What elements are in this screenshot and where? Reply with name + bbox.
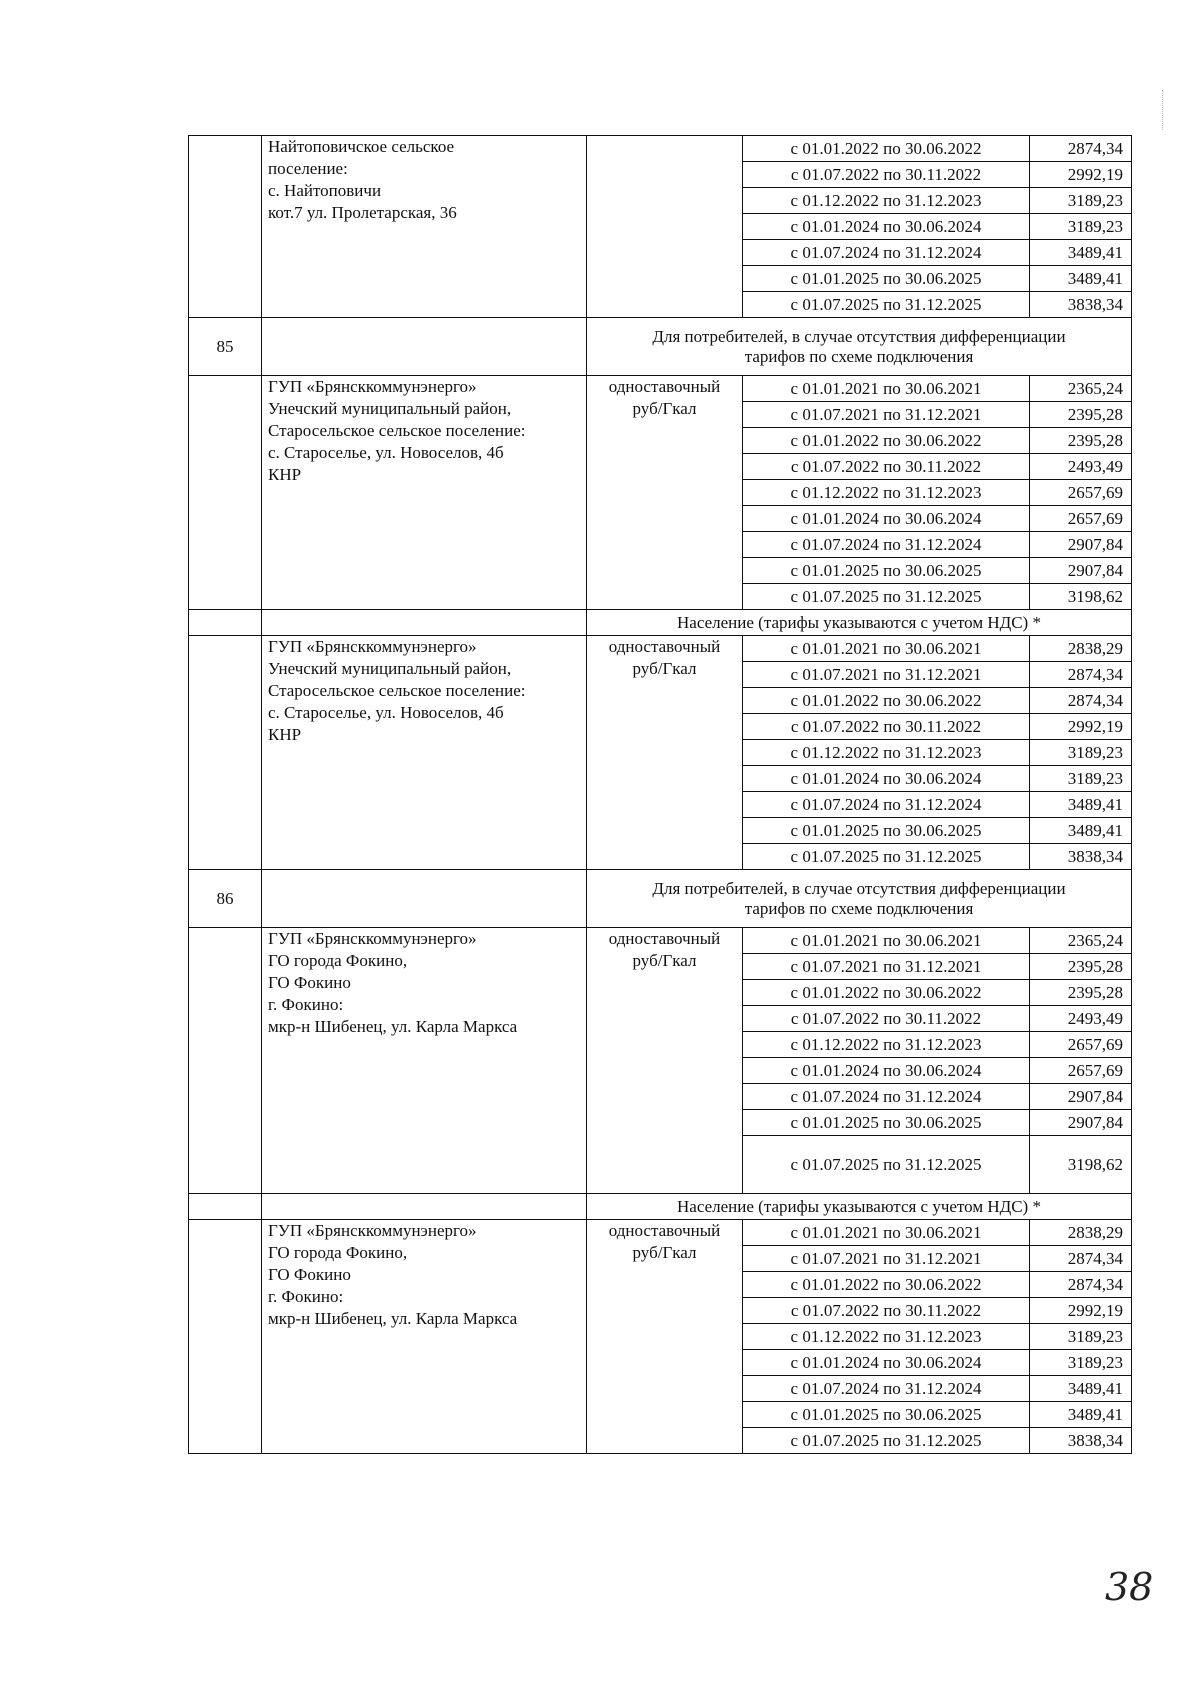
item-number: 86 — [189, 870, 262, 928]
address-line: мкр-н Шибенец, ул. Карла Маркса — [268, 1017, 518, 1036]
tariff-type-line: одноставочный — [608, 929, 721, 948]
address-line: Старосельское сельское поселение: — [268, 421, 526, 440]
tariff-period: с 01.07.2025 по 31.12.2025 — [743, 292, 1030, 318]
tariff-row — [189, 636, 1132, 662]
tariff-period: с 01.07.2021 по 31.12.2021 — [743, 402, 1030, 428]
empty-cell — [262, 1194, 587, 1220]
tariff-value: 2395,28 — [1030, 980, 1132, 1006]
section-banner — [587, 1194, 1132, 1220]
tariff-value: 3189,23 — [1030, 1324, 1132, 1350]
tariff-value: 2657,69 — [1030, 506, 1132, 532]
tariff-value: 2992,19 — [1030, 1298, 1132, 1324]
section-banner-row — [189, 318, 1132, 376]
tariff-row — [189, 376, 1132, 402]
address-line: г. Фокино: — [268, 995, 344, 1014]
page-number: 38 — [1105, 1565, 1154, 1609]
tariff-value: 3189,23 — [1030, 766, 1132, 792]
tariff-value: 2992,19 — [1030, 714, 1132, 740]
address-line: кот.7 ул. Пролетарская, 36 — [268, 203, 457, 222]
empty-cell — [262, 610, 587, 636]
tariff-period: с 01.07.2025 по 31.12.2025 — [743, 844, 1030, 870]
tariff-period: с 01.07.2025 по 31.12.2025 — [743, 584, 1030, 610]
tariff-value: 3198,62 — [1030, 584, 1132, 610]
tariff-period: с 01.07.2022 по 30.11.2022 — [743, 1006, 1030, 1032]
address-line: Старосельское сельское поселение: — [268, 681, 526, 700]
supplier-address — [262, 928, 587, 1194]
section-banner-row — [189, 610, 1132, 636]
tariff-type-line: руб/Гкал — [632, 399, 697, 418]
tariff-value: 3189,23 — [1030, 214, 1132, 240]
address-line: Унечский муниципальный район, — [268, 659, 512, 678]
tariff-value: 2907,84 — [1030, 558, 1132, 584]
tariff-period: с 01.07.2024 по 31.12.2024 — [743, 240, 1030, 266]
tariff-period: с 01.01.2025 по 30.06.2025 — [743, 266, 1030, 292]
supplier-address — [262, 376, 587, 610]
address-line: с. Староселье, ул. Новоселов, 4б — [268, 443, 504, 462]
address-line: ГО города Фокино, — [268, 1243, 408, 1262]
tariff-table — [188, 135, 1132, 1454]
address-line: ГУП «Брянсккоммунэнерго» — [268, 637, 477, 656]
tariff-value: 2907,84 — [1030, 532, 1132, 558]
tariff-period: с 01.07.2021 по 31.12.2021 — [743, 954, 1030, 980]
item-number: 85 — [189, 318, 262, 376]
address-line: ГУП «Брянсккоммунэнерго» — [268, 929, 477, 948]
tariff-value: 3489,41 — [1030, 792, 1132, 818]
item-number-cell — [189, 136, 262, 318]
tariff-period: с 01.01.2021 по 30.06.2021 — [743, 928, 1030, 954]
tariff-value: 3489,41 — [1030, 266, 1132, 292]
tariff-value: 3489,41 — [1030, 240, 1132, 266]
tariff-period: с 01.01.2025 по 30.06.2025 — [743, 1110, 1030, 1136]
tariff-value: 2365,24 — [1030, 376, 1132, 402]
tariff-table-body — [189, 136, 1132, 1454]
section-banner-row — [189, 1194, 1132, 1220]
tariff-period: с 01.07.2024 по 31.12.2024 — [743, 792, 1030, 818]
tariff-type — [587, 1220, 743, 1454]
tariff-type-line: руб/Гкал — [632, 951, 697, 970]
tariff-period: с 01.01.2025 по 30.06.2025 — [743, 558, 1030, 584]
tariff-period: с 01.01.2024 по 30.06.2024 — [743, 766, 1030, 792]
tariff-value: 3489,41 — [1030, 1376, 1132, 1402]
tariff-value: 2838,29 — [1030, 636, 1132, 662]
supplier-address — [262, 1220, 587, 1454]
tariff-period: с 01.07.2021 по 31.12.2021 — [743, 662, 1030, 688]
tariff-value: 3838,34 — [1030, 292, 1132, 318]
address-line: с. Староселье, ул. Новоселов, 4б — [268, 703, 504, 722]
tariff-period: с 01.07.2025 по 31.12.2025 — [743, 1136, 1030, 1194]
tariff-period: с 01.01.2024 по 30.06.2024 — [743, 214, 1030, 240]
empty-cell — [262, 870, 587, 928]
tariff-type-line: руб/Гкал — [632, 1243, 697, 1262]
tariff-period: с 01.07.2025 по 31.12.2025 — [743, 1428, 1030, 1454]
tariff-value: 2874,34 — [1030, 688, 1132, 714]
tariff-row — [189, 928, 1132, 954]
tariff-period: с 01.07.2022 по 30.11.2022 — [743, 454, 1030, 480]
address-line: КНР — [268, 465, 302, 484]
banner-line: Для потребителей, в случае отсутствия дифференциации — [652, 326, 1066, 346]
tariff-period: с 01.12.2022 по 31.12.2023 — [743, 480, 1030, 506]
empty-cell — [262, 318, 587, 376]
tariff-period: с 01.01.2022 по 30.06.2022 — [743, 136, 1030, 162]
tariff-value: 2493,49 — [1030, 1006, 1132, 1032]
tariff-type — [587, 636, 743, 870]
address-line: г. Фокино: — [268, 1287, 344, 1306]
tariff-type — [587, 928, 743, 1194]
tariff-value: 2395,28 — [1030, 954, 1132, 980]
address-line: с. Найтоповичи — [268, 181, 382, 200]
tariff-value: 2838,29 — [1030, 1220, 1132, 1246]
tariff-period: с 01.12.2022 по 31.12.2023 — [743, 1324, 1030, 1350]
address-line: Найтоповичское сельское — [268, 137, 455, 156]
tariff-period: с 01.07.2024 по 31.12.2024 — [743, 1084, 1030, 1110]
banner-line: Население (тарифы указываются с учетом НДС) * — [677, 1196, 1041, 1216]
tariff-value: 2874,34 — [1030, 1272, 1132, 1298]
tariff-value: 3838,34 — [1030, 844, 1132, 870]
banner-line: тарифов по схеме подключения — [744, 898, 974, 918]
banner-line: Население (тарифы указываются с учетом НДС) * — [677, 612, 1041, 632]
tariff-type-line: одноставочный — [608, 637, 721, 656]
tariff-type-line: одноставочный — [608, 377, 721, 396]
tariff-value: 2907,84 — [1030, 1084, 1132, 1110]
tariff-period: с 01.01.2024 по 30.06.2024 — [743, 1058, 1030, 1084]
tariff-value: 2992,19 — [1030, 162, 1132, 188]
scan-artifact — [1162, 90, 1164, 130]
tariff-period: с 01.01.2024 по 30.06.2024 — [743, 506, 1030, 532]
address-line: ГУП «Брянсккоммунэнерго» — [268, 377, 477, 396]
supplier-address — [262, 636, 587, 870]
tariff-value: 2493,49 — [1030, 454, 1132, 480]
tariff-period: с 01.07.2024 по 31.12.2024 — [743, 532, 1030, 558]
address-line: КНР — [268, 725, 302, 744]
tariff-period: с 01.01.2021 по 30.06.2021 — [743, 376, 1030, 402]
tariff-type-line: одноставочный — [608, 1221, 721, 1240]
tariff-value: 3189,23 — [1030, 188, 1132, 214]
tariff-period: с 01.01.2021 по 30.06.2021 — [743, 636, 1030, 662]
tariff-period: с 01.07.2024 по 31.12.2024 — [743, 1376, 1030, 1402]
item-number — [189, 610, 262, 636]
tariff-period: с 01.01.2022 по 30.06.2022 — [743, 980, 1030, 1006]
address-line: мкр-н Шибенец, ул. Карла Маркса — [268, 1309, 518, 1328]
tariff-period: с 01.07.2022 по 30.11.2022 — [743, 714, 1030, 740]
tariff-period: с 01.12.2022 по 31.12.2023 — [743, 188, 1030, 214]
supplier-address — [262, 136, 587, 318]
address-line: ГО города Фокино, — [268, 951, 408, 970]
tariff-value: 2365,24 — [1030, 928, 1132, 954]
tariff-value: 3838,34 — [1030, 1428, 1132, 1454]
tariff-row — [189, 136, 1132, 162]
tariff-period: с 01.12.2022 по 31.12.2023 — [743, 740, 1030, 766]
tariff-value: 3189,23 — [1030, 1350, 1132, 1376]
tariff-type-line: руб/Гкал — [632, 659, 697, 678]
tariff-value: 2874,34 — [1030, 1246, 1132, 1272]
address-line: ГО Фокино — [268, 1265, 351, 1284]
tariff-period: с 01.12.2022 по 31.12.2023 — [743, 1032, 1030, 1058]
tariff-period: с 01.07.2022 по 30.11.2022 — [743, 1298, 1030, 1324]
tariff-period: с 01.07.2022 по 30.11.2022 — [743, 162, 1030, 188]
tariff-period: с 01.01.2025 по 30.06.2025 — [743, 818, 1030, 844]
banner-line: Для потребителей, в случае отсутствия дифференциации — [652, 878, 1066, 898]
tariff-value: 2874,34 — [1030, 136, 1132, 162]
tariff-type — [587, 136, 743, 318]
tariff-period: с 01.01.2022 по 30.06.2022 — [743, 1272, 1030, 1298]
tariff-value: 2907,84 — [1030, 1110, 1132, 1136]
tariff-value: 2657,69 — [1030, 1058, 1132, 1084]
tariff-type — [587, 376, 743, 610]
tariff-row — [189, 1220, 1132, 1246]
banner-line: тарифов по схеме подключения — [744, 346, 974, 366]
tariff-value: 2395,28 — [1030, 428, 1132, 454]
address-line: Унечский муниципальный район, — [268, 399, 512, 418]
item-number-cell — [189, 928, 262, 1194]
tariff-value: 2657,69 — [1030, 480, 1132, 506]
address-line: ГУП «Брянсккоммунэнерго» — [268, 1221, 477, 1240]
tariff-value: 2657,69 — [1030, 1032, 1132, 1058]
section-banner — [587, 318, 1132, 376]
tariff-period: с 01.01.2021 по 30.06.2021 — [743, 1220, 1030, 1246]
tariff-value: 2874,34 — [1030, 662, 1132, 688]
item-number-cell — [189, 1220, 262, 1454]
tariff-period: с 01.07.2021 по 31.12.2021 — [743, 1246, 1030, 1272]
section-banner — [587, 870, 1132, 928]
item-number-cell — [189, 376, 262, 610]
tariff-value: 3189,23 — [1030, 740, 1132, 766]
tariff-period: с 01.01.2022 по 30.06.2022 — [743, 428, 1030, 454]
tariff-value: 3198,62 — [1030, 1136, 1132, 1194]
item-number-cell — [189, 636, 262, 870]
tariff-period: с 01.01.2024 по 30.06.2024 — [743, 1350, 1030, 1376]
section-banner — [587, 610, 1132, 636]
tariff-value: 3489,41 — [1030, 818, 1132, 844]
tariff-period: с 01.01.2022 по 30.06.2022 — [743, 688, 1030, 714]
section-banner-row — [189, 870, 1132, 928]
tariff-period: с 01.01.2025 по 30.06.2025 — [743, 1402, 1030, 1428]
address-line: поселение: — [268, 159, 348, 178]
tariff-value: 2395,28 — [1030, 402, 1132, 428]
address-line: ГО Фокино — [268, 973, 351, 992]
item-number — [189, 1194, 262, 1220]
tariff-value: 3489,41 — [1030, 1402, 1132, 1428]
